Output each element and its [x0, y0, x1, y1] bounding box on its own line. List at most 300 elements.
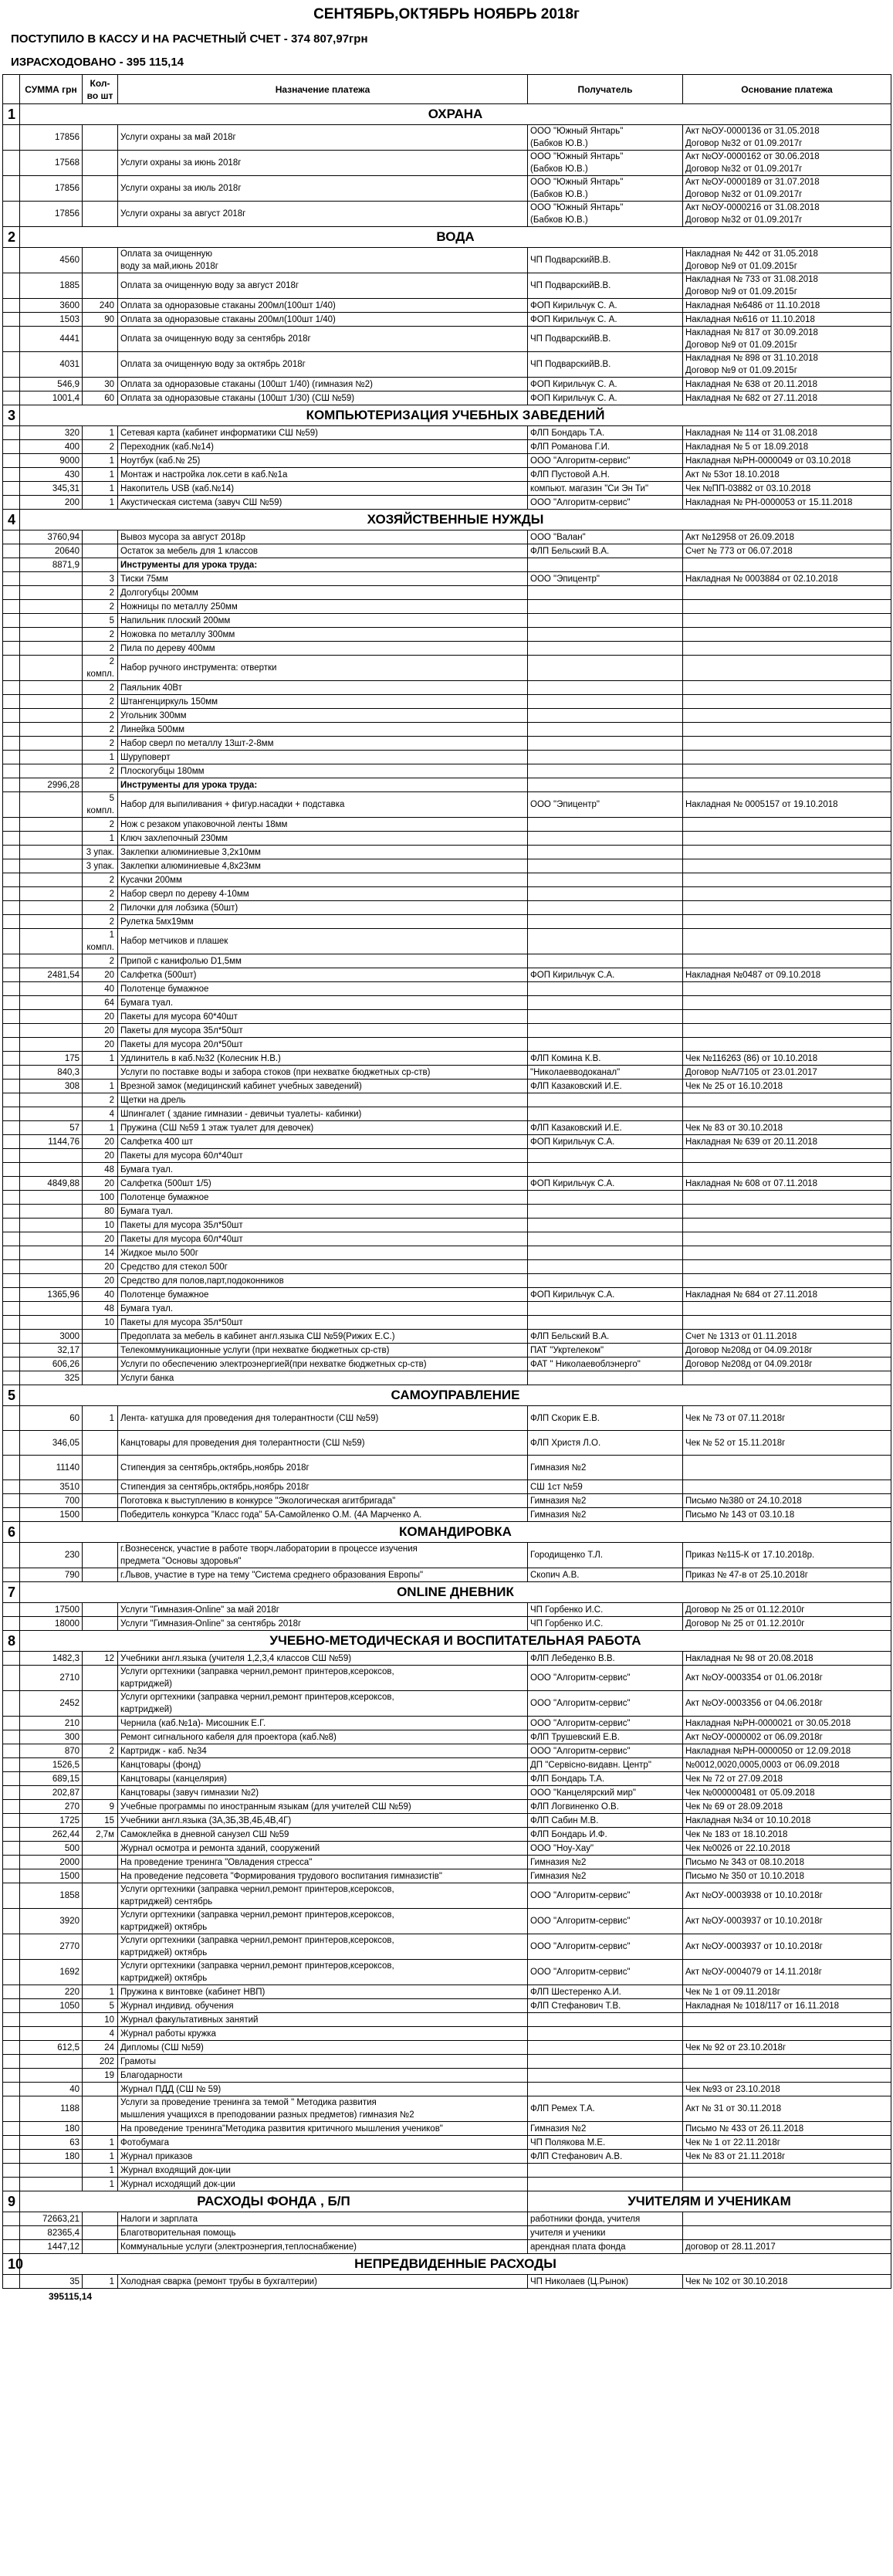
section-title: ХОЗЯЙСТВЕННЫЕ НУЖДЫ	[20, 510, 891, 530]
recipient-cell: ФЛП Бондарь Т.А.	[528, 1772, 683, 1786]
qty-cell	[83, 1717, 118, 1730]
row-blank	[3, 125, 20, 151]
amount-cell: 2452	[20, 1691, 83, 1717]
basis-cell	[683, 2055, 891, 2069]
basis-cell: Накладная № 442 от 31.05.2018 Договор №9 от 01.09.2015г	[683, 248, 891, 273]
amount-cell: 8871,9	[20, 558, 83, 572]
row-blank	[3, 1093, 20, 1107]
recipient-cell	[528, 614, 683, 628]
row-blank	[3, 313, 20, 327]
basis-cell: Акт №ОУ-0004079 от 14.11.2018г	[683, 1960, 891, 1985]
table-row	[3, 273, 891, 299]
table-row	[3, 327, 891, 352]
payment-name-cell: Услуги оргтехники (заправка чернил,ремонт принтеров,ксероксов, картриджей) сентябрь	[118, 1883, 528, 1909]
amount-cell	[20, 1316, 83, 1330]
recipient-cell: ФЛП Шестеренко А.И.	[528, 1985, 683, 1999]
qty-cell: 10	[83, 1316, 118, 1330]
amount-cell	[20, 1038, 83, 1052]
row-blank	[3, 709, 20, 723]
amount-cell: 546,9	[20, 378, 83, 391]
table-row	[3, 1934, 891, 1960]
payment-name-cell: Инструменты для урока труда:	[118, 778, 528, 792]
amount-cell	[20, 1163, 83, 1177]
row-blank	[3, 614, 20, 628]
qty-cell: 1	[83, 496, 118, 510]
qty-cell: 2	[83, 709, 118, 723]
row-blank	[3, 887, 20, 901]
payment-name-cell: Щетки на дрель	[118, 1093, 528, 1107]
basis-cell: Чек №116263 (86) от 10.10.2018	[683, 1052, 891, 1066]
amount-cell: 17500	[20, 1603, 83, 1617]
recipient-cell: ФЛП Бельский В.А.	[528, 1330, 683, 1344]
recipient-cell: ДП "Сервісно-видавн. Центр"	[528, 1758, 683, 1772]
basis-cell	[683, 600, 891, 614]
table-row	[3, 1135, 891, 1149]
amount-cell: 3760,94	[20, 530, 83, 544]
qty-cell: 4	[83, 2027, 118, 2041]
amount-cell: 1050	[20, 1999, 83, 2013]
qty-cell: 24	[83, 2041, 118, 2055]
payment-name-cell: Пила по дереву 400мм	[118, 642, 528, 656]
amount-cell	[20, 832, 83, 846]
amount-cell: 4849,88	[20, 1177, 83, 1191]
recipient-cell	[528, 751, 683, 764]
payment-name-cell: Журнал работы кружка	[118, 2027, 528, 2041]
amount-cell: 2710	[20, 1666, 83, 1691]
section-title: КОМАНДИРОВКА	[20, 1522, 891, 1543]
qty-cell	[83, 530, 118, 544]
amount-cell	[20, 1260, 83, 1274]
qty-cell: 10	[83, 1219, 118, 1232]
qty-cell: 1	[83, 2150, 118, 2164]
qty-cell: 1	[83, 426, 118, 440]
qty-cell	[83, 2122, 118, 2136]
recipient-cell	[528, 901, 683, 915]
row-blank	[3, 2096, 20, 2122]
row-blank	[3, 1652, 20, 1666]
basis-cell: Акт №ОУ-0000136 от 31.05.2018 Договор №32 от 01.09.2017г	[683, 125, 891, 151]
qty-cell: 2	[83, 818, 118, 832]
amount-cell: 4560	[20, 248, 83, 273]
amount-cell: 4441	[20, 327, 83, 352]
table-row	[3, 751, 891, 764]
row-blank	[3, 1316, 20, 1330]
qty-cell: 2	[83, 764, 118, 778]
recipient-cell: ФЛП Логвиненко О.В.	[528, 1800, 683, 1814]
basis-cell: Накладная №616 от 11.10.2018	[683, 313, 891, 327]
recipient-cell	[528, 558, 683, 572]
recipient-cell: ООО "Южный Янтарь" (Бабков Ю.В.)	[528, 176, 683, 202]
row-blank	[3, 1730, 20, 1744]
basis-cell: Акт №ОУ-0003356 от 04.06.2018г	[683, 1691, 891, 1717]
recipient-cell	[528, 1232, 683, 1246]
amount-cell	[20, 818, 83, 832]
qty-cell: 1	[83, 2275, 118, 2289]
amount-cell: 308	[20, 1080, 83, 1093]
payment-name-cell: Удлинитель в каб.№32 (Колесник Н.В.)	[118, 1052, 528, 1066]
payment-name-cell: Остаток за мебель для 1 классов	[118, 544, 528, 558]
amount-cell	[20, 586, 83, 600]
row-blank	[3, 2041, 20, 2055]
table-row	[3, 1066, 891, 1080]
qty-cell: 2	[83, 915, 118, 929]
basis-cell	[683, 1274, 891, 1288]
basis-cell: Договор №208д от 04.09.2018г	[683, 1344, 891, 1357]
table-row	[3, 1093, 891, 1107]
recipient-cell	[528, 764, 683, 778]
recipient-cell: ЧП ПодварскийВ.В.	[528, 273, 683, 299]
header-name: Назначение платежа	[118, 75, 528, 104]
row-blank	[3, 2178, 20, 2191]
qty-cell: 30	[83, 378, 118, 391]
payment-name-cell: Услуги "Гимназия-Online" за сентябрь 2018г	[118, 1617, 528, 1631]
payment-name-cell: Угольник 300мм	[118, 709, 528, 723]
qty-cell	[83, 176, 118, 202]
basis-cell: Письмо № 350 от 10.10.2018	[683, 1869, 891, 1883]
table-row	[3, 1508, 891, 1522]
qty-cell: 100	[83, 1191, 118, 1205]
table-row	[3, 681, 891, 695]
amount-cell	[20, 2027, 83, 2041]
basis-cell: Акт №ОУ-0000189 от 31.07.2018 Договор №32 от 01.09.2017г	[683, 176, 891, 202]
recipient-cell: ООО "Алгоритм-сервис"	[528, 1909, 683, 1934]
qty-cell: 2	[83, 737, 118, 751]
payment-name-cell: Лента- катушка для проведения дня толерантности (СШ №59)	[118, 1406, 528, 1431]
table-row	[3, 1814, 891, 1828]
table-header-row	[3, 75, 891, 104]
row-blank	[3, 440, 20, 454]
table-row	[3, 600, 891, 614]
payment-name-cell: Вывоз мусора за август 2018р	[118, 530, 528, 544]
amount-cell: 9000	[20, 454, 83, 468]
amount-cell	[20, 2069, 83, 2083]
table-row	[3, 642, 891, 656]
table-row	[3, 1052, 891, 1066]
amount-cell: 320	[20, 426, 83, 440]
amount-cell: 3600	[20, 299, 83, 313]
amount-cell: 180	[20, 2150, 83, 2164]
amount-cell: 1692	[20, 1960, 83, 1985]
row-blank	[3, 1869, 20, 1883]
table-row	[3, 1302, 891, 1316]
basis-cell	[683, 709, 891, 723]
table-row	[3, 737, 891, 751]
amount-cell: 17856	[20, 125, 83, 151]
basis-cell: Накладная № 898 от 31.10.2018 Договор №9 от 01.09.2015г	[683, 352, 891, 378]
qty-cell	[83, 1371, 118, 1385]
row-blank	[3, 1568, 20, 1582]
table-row	[3, 572, 891, 586]
table-row	[3, 2164, 891, 2178]
table-row	[3, 482, 891, 496]
recipient-cell	[528, 929, 683, 954]
amount-cell: 1500	[20, 1869, 83, 1883]
recipient-cell: ООО "Алгоритм-сервис"	[528, 1691, 683, 1717]
recipient-cell	[528, 2041, 683, 2055]
amount-cell: 1526,5	[20, 1758, 83, 1772]
payment-name-cell: Ножовка по металлу 300мм	[118, 628, 528, 642]
amount-cell	[20, 737, 83, 751]
basis-cell	[683, 723, 891, 737]
qty-cell	[83, 1568, 118, 1582]
payment-name-cell: Плоскогубцы 180мм	[118, 764, 528, 778]
payment-name-cell: Канцтовары (канцелярия)	[118, 1772, 528, 1786]
payment-name-cell: Дипломы (СШ №59)	[118, 2041, 528, 2055]
row-blank	[3, 1080, 20, 1093]
qty-cell	[83, 1431, 118, 1456]
basis-cell: Чек №ПП-03882 от 03.10.2018	[683, 482, 891, 496]
amount-cell: 200	[20, 496, 83, 510]
qty-cell: 2 компл.	[83, 656, 118, 681]
payment-name-cell: Учебники англ.языка (учителя 1,2,3,4 классов СШ №59)	[118, 1652, 528, 1666]
qty-cell: 2	[83, 901, 118, 915]
basis-cell	[683, 996, 891, 1010]
qty-cell: 20	[83, 1149, 118, 1163]
table-row	[3, 2122, 891, 2136]
amount-cell: 20640	[20, 544, 83, 558]
amount-cell: 3510	[20, 1480, 83, 1494]
header-blank	[3, 75, 20, 104]
qty-cell: 1	[83, 482, 118, 496]
payment-name-cell: Набор сверл по дереву 4-10мм	[118, 887, 528, 901]
row-blank	[3, 1934, 20, 1960]
table-row	[3, 792, 891, 818]
table-row	[3, 1717, 891, 1730]
table-row	[3, 454, 891, 468]
qty-cell: 64	[83, 996, 118, 1010]
row-blank	[3, 996, 20, 1010]
amount-cell: 72663,21	[20, 2212, 83, 2226]
qty-cell	[83, 1330, 118, 1344]
basis-cell: Накладная № 114 от 31.08.2018	[683, 426, 891, 440]
recipient-cell: Гимназия №2	[528, 1869, 683, 1883]
qty-cell	[83, 1758, 118, 1772]
table-row	[3, 299, 891, 313]
payment-name-cell: Набор сверл по металлу 13шт-2-8мм	[118, 737, 528, 751]
qty-cell: 2	[83, 887, 118, 901]
recipient-cell: ООО "Канцелярский мир"	[528, 1786, 683, 1800]
qty-cell: 1	[83, 1052, 118, 1066]
table-row	[3, 846, 891, 859]
qty-cell: 19	[83, 2069, 118, 2083]
amount-cell	[20, 873, 83, 887]
recipient-cell	[528, 1371, 683, 1385]
qty-cell	[83, 248, 118, 273]
table-row	[3, 1163, 891, 1177]
payment-name-cell: Пакеты для мусора 20л*50шт	[118, 1038, 528, 1052]
recipient-cell	[528, 2083, 683, 2096]
recipient-cell: ФЛП Стефанович А.В.	[528, 2150, 683, 2164]
recipient-cell: СШ 1ст №59	[528, 1480, 683, 1494]
basis-cell	[683, 2178, 891, 2191]
table-row	[3, 1191, 891, 1205]
payment-name-cell: Ноутбук (каб.№ 25)	[118, 454, 528, 468]
recipient-cell	[528, 2069, 683, 2083]
amount-cell	[20, 1232, 83, 1246]
section-number: 2	[3, 227, 20, 248]
row-blank	[3, 1691, 20, 1717]
table-row	[3, 1800, 891, 1814]
payment-name-cell: Налоги и зарплата	[118, 2212, 528, 2226]
basis-cell	[683, 778, 891, 792]
amount-cell	[20, 1205, 83, 1219]
basis-cell: Накладная №РН-0000049 от 03.10.2018	[683, 454, 891, 468]
amount-cell	[20, 2013, 83, 2027]
amount-cell: 1725	[20, 1814, 83, 1828]
payment-name-cell: Бумага туал.	[118, 1163, 528, 1177]
basis-cell: Накладная № 638 от 20.11.2018	[683, 378, 891, 391]
basis-cell	[683, 1456, 891, 1480]
payment-name-cell: Полотенце бумажное	[118, 982, 528, 996]
row-blank	[3, 1177, 20, 1191]
recipient-cell	[528, 1163, 683, 1177]
qty-cell	[83, 1494, 118, 1508]
payment-name-cell: Услуги по обеспечению электроэнергией(при нехватке бюджетных ср-ств)	[118, 1357, 528, 1371]
amount-cell: 689,15	[20, 1772, 83, 1786]
row-blank	[3, 1163, 20, 1177]
payment-name-cell: На проведение педсовета "Формирования трудового воспитания гимназистів"	[118, 1869, 528, 1883]
section-title: НЕПРЕДВИДЕННЫЕ РАСХОДЫ	[20, 2254, 891, 2275]
recipient-cell: ФЛП Трушевский Е.В.	[528, 1730, 683, 1744]
table-row	[3, 1080, 891, 1093]
basis-cell: Чек № 69 от 28.09.2018	[683, 1800, 891, 1814]
row-blank	[3, 1344, 20, 1357]
row-blank	[3, 1357, 20, 1371]
recipient-cell	[528, 737, 683, 751]
amount-cell: 3920	[20, 1909, 83, 1934]
table-row	[3, 873, 891, 887]
amount-cell: 17856	[20, 202, 83, 227]
recipient-cell: ФЛП Христя Л.О.	[528, 1431, 683, 1456]
recipient-cell: ФОП Кирильчук С.А.	[528, 1135, 683, 1149]
qty-cell	[83, 1691, 118, 1717]
recipient-cell: ООО "Алгоритм-сервис"	[528, 1717, 683, 1730]
basis-cell: Акт №ОУ-0000216 от 31.08.2018 Договор №32 от 01.09.2017г	[683, 202, 891, 227]
qty-cell: 1	[83, 1406, 118, 1431]
qty-cell: 1	[83, 1080, 118, 1093]
qty-cell: 1	[83, 1985, 118, 1999]
payment-name-cell: Услуги оргтехники (заправка чернил,ремонт принтеров,ксероксов, картриджей) октябрь	[118, 1909, 528, 1934]
recipient-cell: компьют. магазин "Си Эн Ти"	[528, 482, 683, 496]
amount-cell: 2481,54	[20, 968, 83, 982]
table-row	[3, 440, 891, 454]
table-row	[3, 1274, 891, 1288]
basis-cell: Чек № 73 от 07.11.2018г	[683, 1406, 891, 1431]
basis-cell	[683, 737, 891, 751]
basis-cell	[683, 982, 891, 996]
row-blank	[3, 1494, 20, 1508]
payment-name-cell: Инструменты для урока труда:	[118, 558, 528, 572]
qty-cell: 90	[83, 313, 118, 327]
amount-cell: 1001,4	[20, 391, 83, 405]
basis-cell: Приказ №115-К от 17.10.2018р.	[683, 1543, 891, 1568]
row-blank	[3, 954, 20, 968]
table-row	[3, 1869, 891, 1883]
payment-name-cell: Врезной замок (медицинский кабинет учебных заведений)	[118, 1080, 528, 1093]
basis-cell: №0012,0020,0005,0003 от 06.09.2018	[683, 1758, 891, 1772]
table-row	[3, 1985, 891, 1999]
amount-cell	[20, 2055, 83, 2069]
payment-name-cell: Оплата за одноразовые стаканы 200мл(100шт 1/40)	[118, 313, 528, 327]
payment-name-cell: Предоплата за мебель в кабинет англ.языка СШ №59(Рижих Е.С.)	[118, 1330, 528, 1344]
payment-name-cell: Услуги охраны за июнь 2018г	[118, 151, 528, 176]
recipient-cell	[528, 709, 683, 723]
qty-cell	[83, 2083, 118, 2096]
basis-cell: Акт № 31 от 30.11.2018	[683, 2096, 891, 2122]
basis-cell	[683, 859, 891, 873]
recipient-cell: Гимназия №2	[528, 1856, 683, 1869]
qty-cell	[83, 2212, 118, 2226]
qty-cell: 2	[83, 681, 118, 695]
table-row	[3, 1288, 891, 1302]
recipient-cell: ФЛП Лебеденко В.В.	[528, 1652, 683, 1666]
table-row	[3, 1177, 891, 1191]
row-blank	[3, 1330, 20, 1344]
table-row	[3, 1999, 891, 2013]
table-row	[3, 1038, 891, 1052]
section-title-extra: УЧИТЕЛЯМ И УЧЕНИКАМ	[528, 2191, 891, 2212]
row-blank	[3, 426, 20, 440]
amount-cell	[20, 681, 83, 695]
header-amount: СУММА грн	[20, 75, 83, 104]
amount-cell	[20, 954, 83, 968]
basis-cell	[683, 873, 891, 887]
basis-cell: Договор № 25 от 01.12.2010г	[683, 1617, 891, 1631]
qty-cell: 1	[83, 832, 118, 846]
qty-cell: 3	[83, 572, 118, 586]
basis-cell	[683, 2013, 891, 2027]
section-number: 4	[3, 510, 20, 530]
payment-name-cell: Услуги за проведение тренинга за темой " Методика развития мышления учащихся в преподовании разных предметов) гимназия №2	[118, 2096, 528, 2122]
qty-cell	[83, 1617, 118, 1631]
qty-cell	[83, 352, 118, 378]
row-blank	[3, 1744, 20, 1758]
payment-name-cell: Средство для стекол 500г	[118, 1260, 528, 1274]
basis-cell	[683, 901, 891, 915]
row-blank	[3, 468, 20, 482]
row-blank	[3, 832, 20, 846]
grand-total: 395115,14	[49, 2291, 93, 2302]
row-blank	[3, 1038, 20, 1052]
header-basis: Основание платежа	[683, 75, 891, 104]
payment-name-cell: Холодная сварка (ремонт трубы в бухгалтерии)	[118, 2275, 528, 2289]
basis-cell	[683, 846, 891, 859]
basis-cell: Чек № 83 от 30.10.2018	[683, 1121, 891, 1135]
table-row	[3, 2240, 891, 2254]
payment-name-cell: Бумага туал.	[118, 1302, 528, 1316]
row-blank	[3, 1909, 20, 1934]
recipient-cell: ФЛП Романова Г.И.	[528, 440, 683, 454]
amount-cell	[20, 751, 83, 764]
row-blank	[3, 1603, 20, 1617]
row-blank	[3, 2083, 20, 2096]
basis-cell	[683, 2069, 891, 2083]
row-blank	[3, 1024, 20, 1038]
amount-cell: 1188	[20, 2096, 83, 2122]
table-row	[3, 1330, 891, 1344]
basis-cell: Акт №ОУ-0003937 от 10.10.2018г	[683, 1909, 891, 1934]
payment-name-cell: Благодарности	[118, 2069, 528, 2083]
payment-name-cell: Пилочки для лобзика (50шт)	[118, 901, 528, 915]
qty-cell: 20	[83, 968, 118, 982]
recipient-cell: ООО "Ноу-Хау"	[528, 1842, 683, 1856]
amount-cell: 400	[20, 440, 83, 454]
amount-cell: 1503	[20, 313, 83, 327]
payment-name-cell: Бумага туал.	[118, 996, 528, 1010]
basis-cell: Накладная № 639 от 20.11.2018	[683, 1135, 891, 1149]
row-blank	[3, 2212, 20, 2226]
table-row	[3, 2096, 891, 2122]
